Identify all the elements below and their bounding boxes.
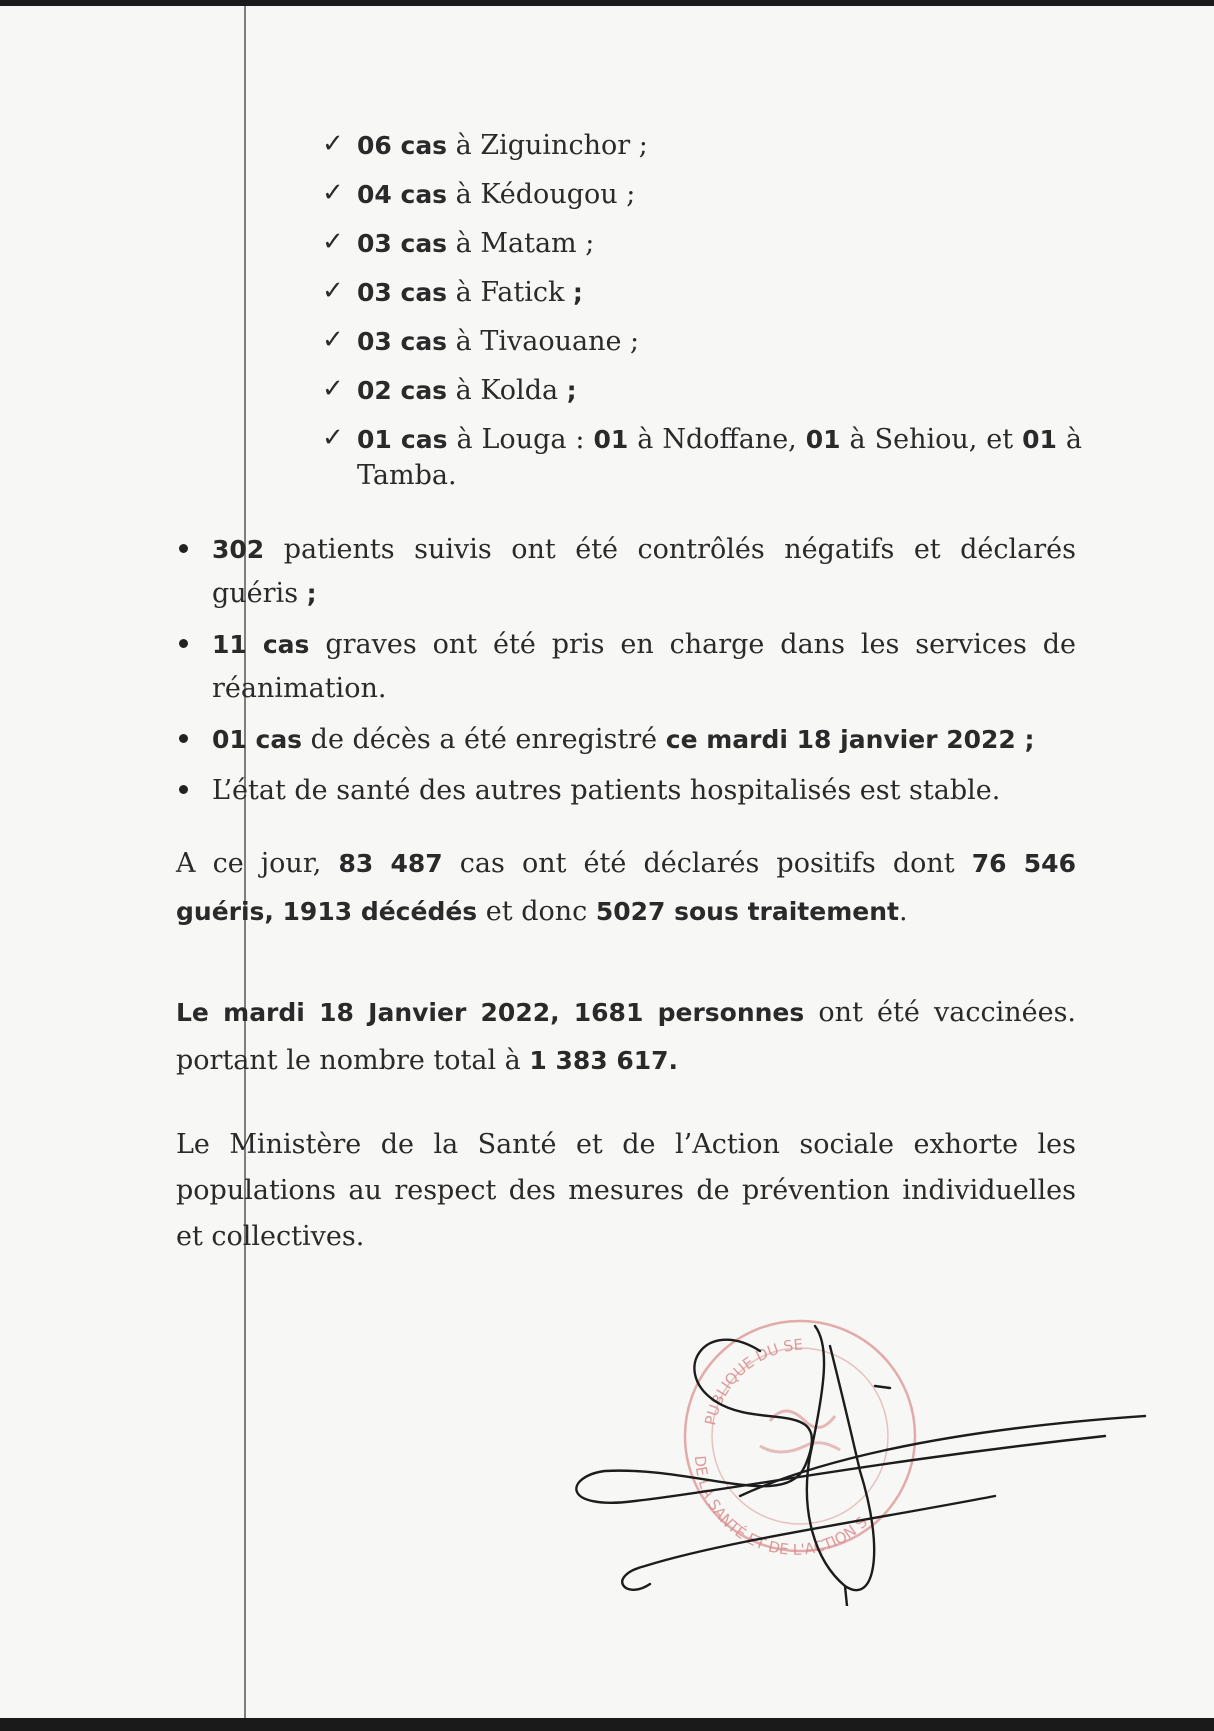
list-item: ✓ 04 cas à Kédougou ; [322,177,1082,213]
bullet-icon [179,734,188,743]
list-item: ✓ 03 cas à Fatick ; [322,275,1082,311]
checkmark-icon: ✓ [322,178,344,208]
bullet-icon [179,639,188,648]
list-item: L’état de santé des autres patients hospitalisés est stable. [176,769,1076,813]
signature-icon [576,1326,1145,1606]
list-item: ✓ 01 cas à Louga : 01 à Ndoffane, 01 à Sehiou, et 01 à Tamba. [322,422,1082,494]
list-item: 302 patients suivis ont été contrôlés négatifs et déclarés guéris ; [176,528,1076,616]
list-item: 01 cas de décès a été enregistré ce mardi 18 janvier 2022 ; [176,718,1076,762]
vaccination-paragraph: Le mardi 18 Janvier 2022, 1681 personnes ont été vaccinées. portant le nombre total à 1 383 617. [176,997,1077,1076]
document-page [0,6,1214,1718]
checkmark-icon: ✓ [322,227,344,257]
signature-stamp [545,1286,1165,1606]
stamp-text-bottom: DE LA SANTÉ ET DE L'ACTION S [690,1454,871,1559]
cases-by-locality-list [322,128,1082,507]
checkmark-icon: ✓ [322,374,344,404]
cumulative-summary: A ce jour, 83 487 cas ont été déclarés positifs dont 76 546 guéris, 1913 décédés et donc 5027 sous traitement. [176,848,1076,927]
checkmark-icon: ✓ [322,423,344,453]
closing-paragraph: Le Ministère de la Santé et de l’Action sociale exhorte les populations au respect des mesures de prévention individuelles et collectives. [176,1129,1076,1252]
list-item: ✓ 02 cas à Kolda ; [322,373,1082,409]
bullet-icon [179,785,188,794]
list-item: ✓ 03 cas à Tivaouane ; [322,324,1082,360]
list-item: ✓ 06 cas à Ziguinchor ; [322,128,1082,164]
bullet-icon [179,544,188,553]
list-item: ✓ 03 cas à Matam ; [322,226,1082,262]
list-item: 11 cas graves ont été pris en charge dans les services de réanimation. [176,623,1076,711]
scan-border [0,1718,1214,1731]
checkmark-icon: ✓ [322,129,344,159]
stamp-text-top: PUBLIQUE DU SE [701,1335,804,1427]
checkmark-icon: ✓ [322,276,344,306]
summary-bullets [176,528,1076,820]
checkmark-icon: ✓ [322,325,344,355]
